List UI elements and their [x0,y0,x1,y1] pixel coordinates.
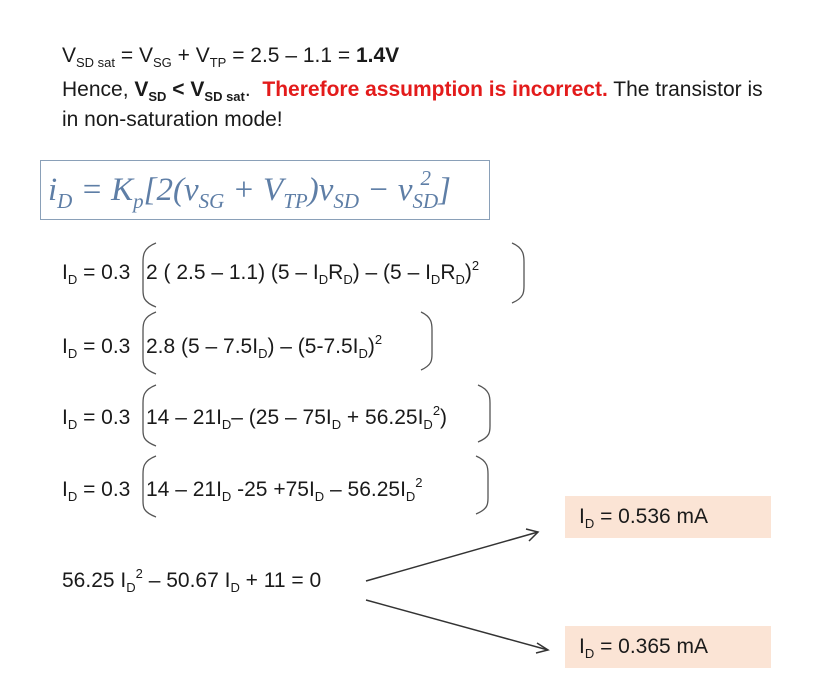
superscript: 2 [415,475,423,490]
equation-term: -25 +75I [231,478,315,501]
equation-term: 2.8 (5 – 7.5I [146,335,259,358]
subscript: D [455,272,465,287]
subscript: D [221,417,232,432]
assumption-incorrect-text: Therefore assumption is incorrect. [262,78,608,101]
equation-term: ) – (5 – I [352,261,431,284]
subscript: D [314,489,325,504]
equation-term: – (25 – 75I [231,406,332,429]
superscript: 2 [374,332,383,347]
subscript: D [423,417,433,432]
bracket-left-icon [143,456,156,517]
equation-line-1: $I_D = 0.3$ [62,261,131,287]
arrow-to-answer-1-icon [366,532,538,581]
quadratic-equation: 56.25 $I_D^2 - 50.67$ $I_D + 11 = 0$ [62,566,322,595]
superscript: 2 [471,258,480,273]
subscript: D [430,272,441,287]
subscript: D [331,417,342,432]
answer-box-2: $I_D = 0.365$ mA [565,626,771,668]
subscript: D [258,346,268,361]
superscript: 2 [432,403,441,418]
bracket-right-icon [478,385,490,442]
equation-term: 2 ( 2.5 – 1.1) (5 – I [146,261,319,284]
drain-current-formula: $i_D = K_p[2(v_{SG} + V_{TP})v_{SD} - v$ 2 $_{SD}$] [48,166,451,213]
equation-term: R [440,261,456,284]
subscript: D [221,489,232,504]
bracket-right-icon [512,243,524,303]
equation-term: + 56.25I [341,406,424,429]
hence-line: Hence, $V_{SD} < V_{SD sat}$. Therefore assumption is incorrect. The transistor is [62,78,763,104]
bracket-left-icon [143,243,156,307]
equation-term: ) – (5-7.5I [267,335,359,358]
answer-box-1: $I_D = 0.536$ mA [565,496,771,538]
subscript: D [343,272,353,287]
equation-term: ) [464,261,472,284]
mode-line: in non-saturation mode! [62,108,283,131]
vsd-sat-line: $V_{SD sat} = V_{SG} + V_{TP} = 2.5 - 1.1 = 1.4V$ [62,44,400,70]
equation-line-2: $I_D = 0.3$ [62,335,131,361]
bracket-right-icon [421,312,432,370]
equation-line-3: $I_D = 0.3$ [62,406,131,432]
equation-term: ) [367,335,375,358]
bracket-left-icon [143,385,156,446]
subscript: D [318,272,329,287]
arrow-to-answer-2-icon [366,600,548,650]
equation-term: ) [440,406,448,429]
equation-term: 14 – 21I [146,478,222,501]
bracket-right-icon [476,456,488,514]
equation-term: – 56.25I [324,478,406,501]
equation-term: 14 – 21I [146,406,222,429]
subscript: D [405,489,416,504]
equation-line-4: $I_D = 0.3$ [62,478,131,504]
bracket-left-icon [143,312,156,374]
equation-term: R [328,261,344,284]
subscript: D [358,346,368,361]
